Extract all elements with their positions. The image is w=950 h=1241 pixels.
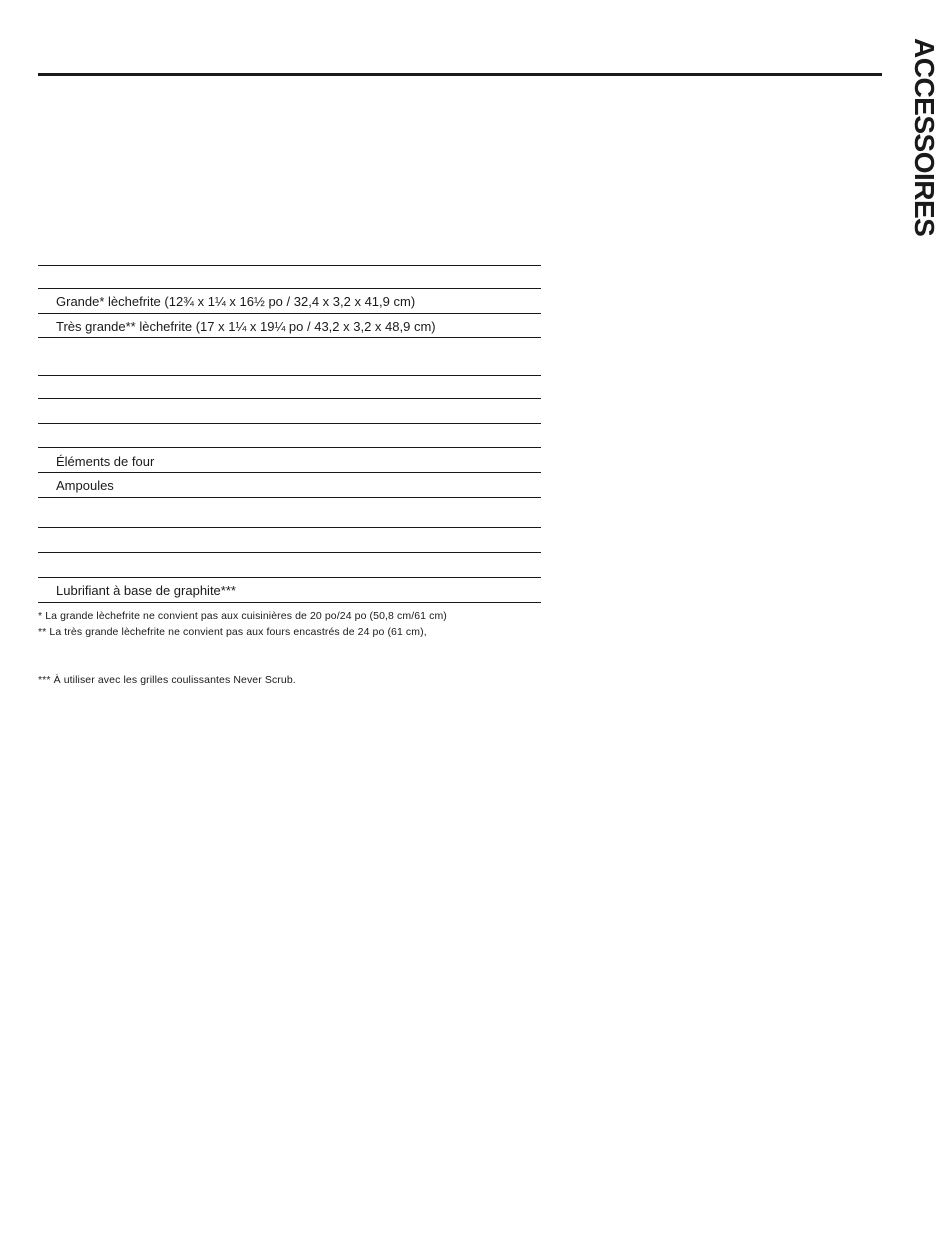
table-rule (38, 472, 541, 473)
table-rule (38, 423, 541, 424)
table-rule (38, 602, 541, 603)
table-row-ampoules: Ampoules (56, 478, 114, 493)
table-row-tres-grande-lechefrite: Très grande** lèchefrite (17 x 1¼ x 19¼ po / 43,2 x 3,2 x 48,9 cm) (56, 319, 436, 334)
table-row-elements-de-four: Éléments de four (56, 454, 155, 469)
table-rule (38, 497, 541, 498)
table-rule (38, 288, 541, 289)
footnote-lubrifiant: *** À utiliser avec les grilles coulissantes Never Scrub. (38, 674, 296, 686)
section-side-tab-label: ACCESSOIRES (909, 38, 940, 237)
table-rule (38, 552, 541, 553)
section-side-tab (902, 38, 942, 258)
table-rule (38, 577, 541, 578)
footnote-grande-lechefrite: * La grande lèchefrite ne convient pas aux cuisinières de 20 po/24 po (50,8 cm/61 cm) (38, 610, 447, 622)
table-rule (38, 313, 541, 314)
table-rule (38, 265, 541, 266)
header-rule (38, 73, 882, 76)
table-row-grande-lechefrite: Grande* lèchefrite (12¾ x 1¼ x 16½ po / 32,4 x 3,2 x 41,9 cm) (56, 294, 416, 309)
table-rule (38, 527, 541, 528)
footnote-tres-grande-lechefrite: ** La très grande lèchefrite ne convient pas aux fours encastrés de 24 po (61 cm), (38, 626, 427, 638)
table-rule (38, 337, 541, 338)
table-rule (38, 447, 541, 448)
table-row-lubrifiant: Lubrifiant à base de graphite*** (56, 583, 236, 598)
table-rule (38, 398, 541, 399)
table-rule (38, 375, 541, 376)
